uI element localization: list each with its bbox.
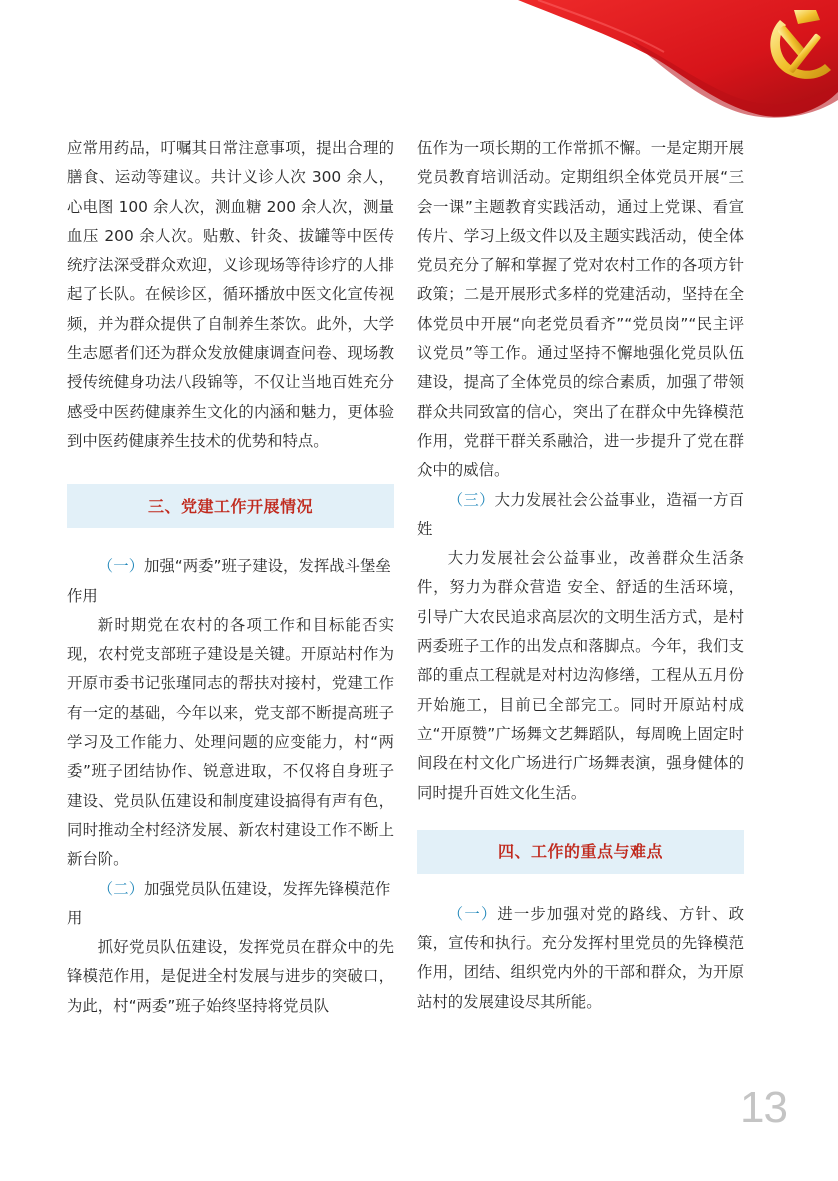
- subheading-3: [417, 486, 744, 545]
- left-paragraph-2: 新时期党在农村的各项工作和目标能否实现，农村党支部班子建设是关键。开原站村作为开原市委书记张瑾同志的帮扶对接村，党建工作有一定的基础，今年以来，党支部不断提高班子学习及工作能力、处理问题的应变能力，村“两委”班子团结协作、锐意进取，不仅将自身班子建设、党员队伍建设和制度建设搞得有声有色，同时推动全村经济发展、新农村建设工作不断上新台阶。: [67, 615, 394, 869]
- subheading-2-number: （二）: [97, 879, 144, 898]
- subheading-3-number: （三）: [447, 490, 495, 509]
- right-paragraph-2: 大力发展社会公益事业，改善群众生活条件，努力为群众营造 安全、舒适的生活环境，引导广大农民追求高层次的文明生活方式，是村两委班子工作的出发点和落脚点。今年，我们支部的重点工程就是对村边沟修缮，工程从五月份开始施工，目前已全部完工。同时开原站村成立“开原赞”广场舞文艺舞蹈队，每周晚上固定时间段在村文化广场进行广场舞表演，强身健体的同时提升百姓文化生活。: [417, 549, 744, 802]
- subheading-1-text: 加强“两委”班子建设，发挥战斗堡垒作用: [67, 557, 391, 605]
- left-paragraph-1: 应常用药品，叮嘱其日常注意事项，提出合理的膳食、运动等建议。共计义诊人次 300 余人，心电图 100 余人次，测血糖 200 余人次，测量血压 200 余人次。贴敷、针灸、拔罐等中医传统疗法深受群众欢迎，义诊现场等待诊疗的人排起了长队。在候诊区，循环播放中医文化宣传视频，并为群众提供了自制养生茶饮。此外，大学生志愿者们还为群众发放健康调查问卷、现场教授传统健身功法八段锦等，不仅让当地百姓充分感受中医药健康养生文化的内涵和魅力，更体验到中医药健康养生技术的优势和特点。: [67, 139, 394, 450]
- section-3-heading: [67, 484, 394, 528]
- subheading-4-number: （一）: [447, 904, 498, 923]
- left-column: [67, 134, 394, 1021]
- subheading-1-number: （一）: [97, 557, 144, 576]
- subheading-2: [67, 875, 394, 934]
- section-4-title: 四、工作的重点与难点: [497, 842, 663, 862]
- section-3-title: 三、党建工作开展情况: [147, 496, 313, 516]
- subheading-3-text: 大力发展社会公益事业，造福一方百姓: [417, 490, 744, 538]
- section-4-heading: [417, 830, 744, 874]
- subheading-2-text: 加强党员队伍建设，发挥先锋模范作用: [67, 879, 391, 927]
- subheading-4-paragraph: [417, 900, 744, 1017]
- right-column: [417, 134, 744, 1017]
- flag-emblem-decoration: [518, 0, 838, 135]
- right-paragraph-1: 伍作为一项长期的工作常抓不懈。一是定期开展党员教育培训活动。定期组织全体党员开展“三会一课”主题教育实践活动，通过上党课、看宣传片、学习上级文件以及主题实践活动，使全体党员充分了解和掌握了党对农村工作的各项方针政策；二是开展形式多样的党建活动，坚持在全体党员中开展“向老党员看齐”“党员岗”“民主评议党员”等工作。通过坚持不懈地强化党员队伍建设，提高了全体党员的综合素质，加强了带领群众共同致富的信心，突出了在群众中先锋模范作用，党群干群关系融洽，进一步提升了党在群众中的威信。: [417, 139, 744, 480]
- page-number: 13: [740, 1083, 787, 1132]
- subheading-1: [67, 552, 394, 611]
- left-paragraph-3: 抓好党员队伍建设，发挥党员在群众中的先锋模范作用，是促进全村发展与进步的突破口，为此，村“两委”班子始终坚持将党员队: [67, 938, 394, 1015]
- subheading-4-text: 进一步加强对党的路线、方针、政策，宣传和执行。充分发挥村里党员的先锋模范作用，团结、组织党内外的干部和群众，为开原站村的发展建设尽其所能。: [417, 904, 744, 1011]
